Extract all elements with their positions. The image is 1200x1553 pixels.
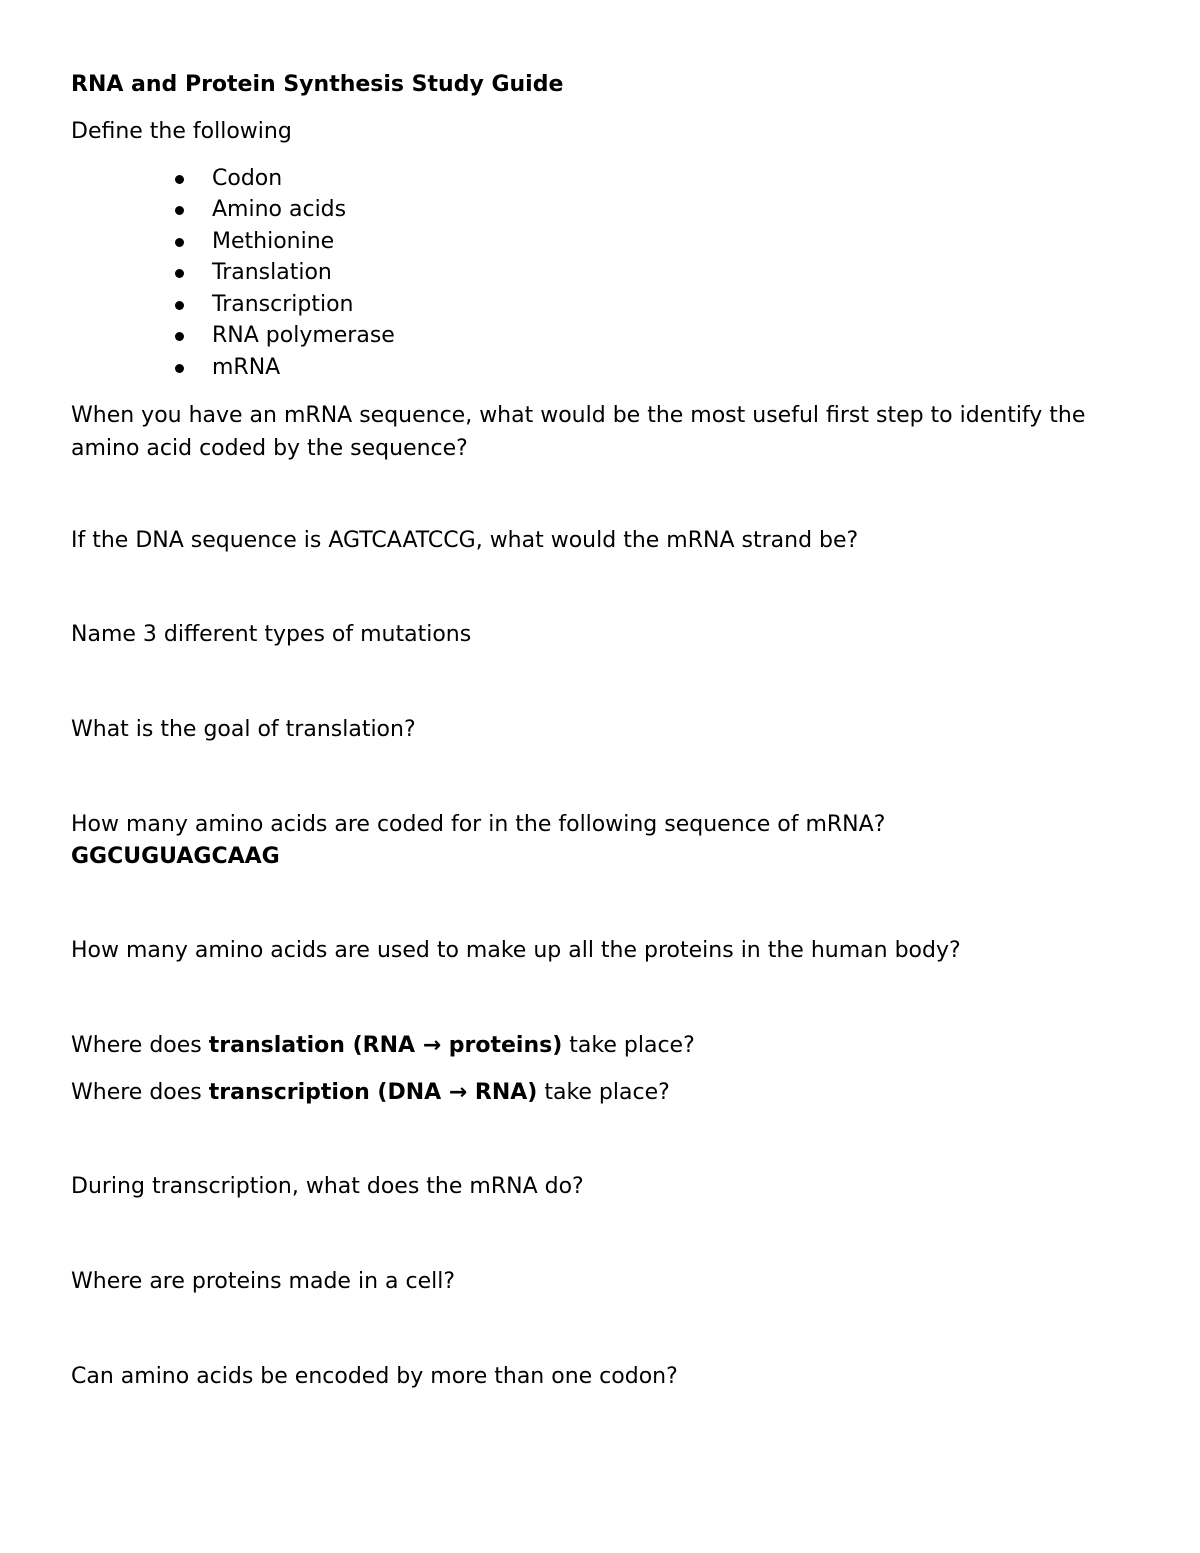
define-heading: Define the following [71, 119, 292, 144]
page-title: RNA and Protein Synthesis Study Guide [71, 72, 564, 97]
list-item-label: RNA polymerase [212, 323, 395, 348]
question-more-than-one: Can amino acids be encoded by more than one codon? [71, 1364, 678, 1389]
question-how-many-body: How many amino acids are used to make up all the proteins in the human body? [71, 938, 961, 963]
question-suffix: take place? [537, 1080, 670, 1105]
bullet-icon [175, 364, 184, 373]
list-item-label: Amino acids [212, 197, 347, 222]
bullet-icon [175, 206, 184, 215]
question-suffix: take place? [562, 1033, 695, 1058]
list-item-label: mRNA [212, 355, 281, 380]
bullet-icon [175, 175, 184, 184]
question-translation-where [71, 1030, 695, 1062]
question-how-many-coded: How many amino acids are coded for in the following sequence of mRNA? [71, 812, 886, 837]
question-prefix: Where does [71, 1033, 209, 1058]
question-proteins-made: Where are proteins made in a cell? [71, 1269, 456, 1294]
bullet-icon [175, 269, 184, 278]
mrna-sequence: GGCUGUAGCAAG [71, 844, 280, 869]
list-item-label: Methionine [212, 229, 335, 254]
bullet-icon [175, 332, 184, 341]
question-prefix: Where does [71, 1080, 209, 1105]
question-bold-term: translation (RNA → proteins) [208, 1033, 563, 1058]
question-mutations: Name 3 different types of mutations [71, 622, 472, 647]
list-item-label: Transcription [212, 292, 354, 317]
bullet-icon [175, 301, 184, 310]
question-goal-translation: What is the goal of translation? [71, 717, 416, 742]
question-mrna-do: During transcription, what does the mRNA do? [71, 1174, 584, 1199]
question-bold-term: transcription (DNA → RNA) [208, 1080, 538, 1105]
question-first-step: When you have an mRNA sequence, what would be the most useful first step to identify the amino acid coded by the sequence? [71, 403, 1086, 461]
list-item-label: Codon [212, 166, 283, 191]
bullet-icon [175, 238, 184, 247]
list-item-label: Translation [212, 260, 332, 285]
question-transcription-where [71, 1077, 670, 1109]
question-dna-sequence: If the DNA sequence is AGTCAATCCG, what would the mRNA strand be? [71, 528, 859, 553]
